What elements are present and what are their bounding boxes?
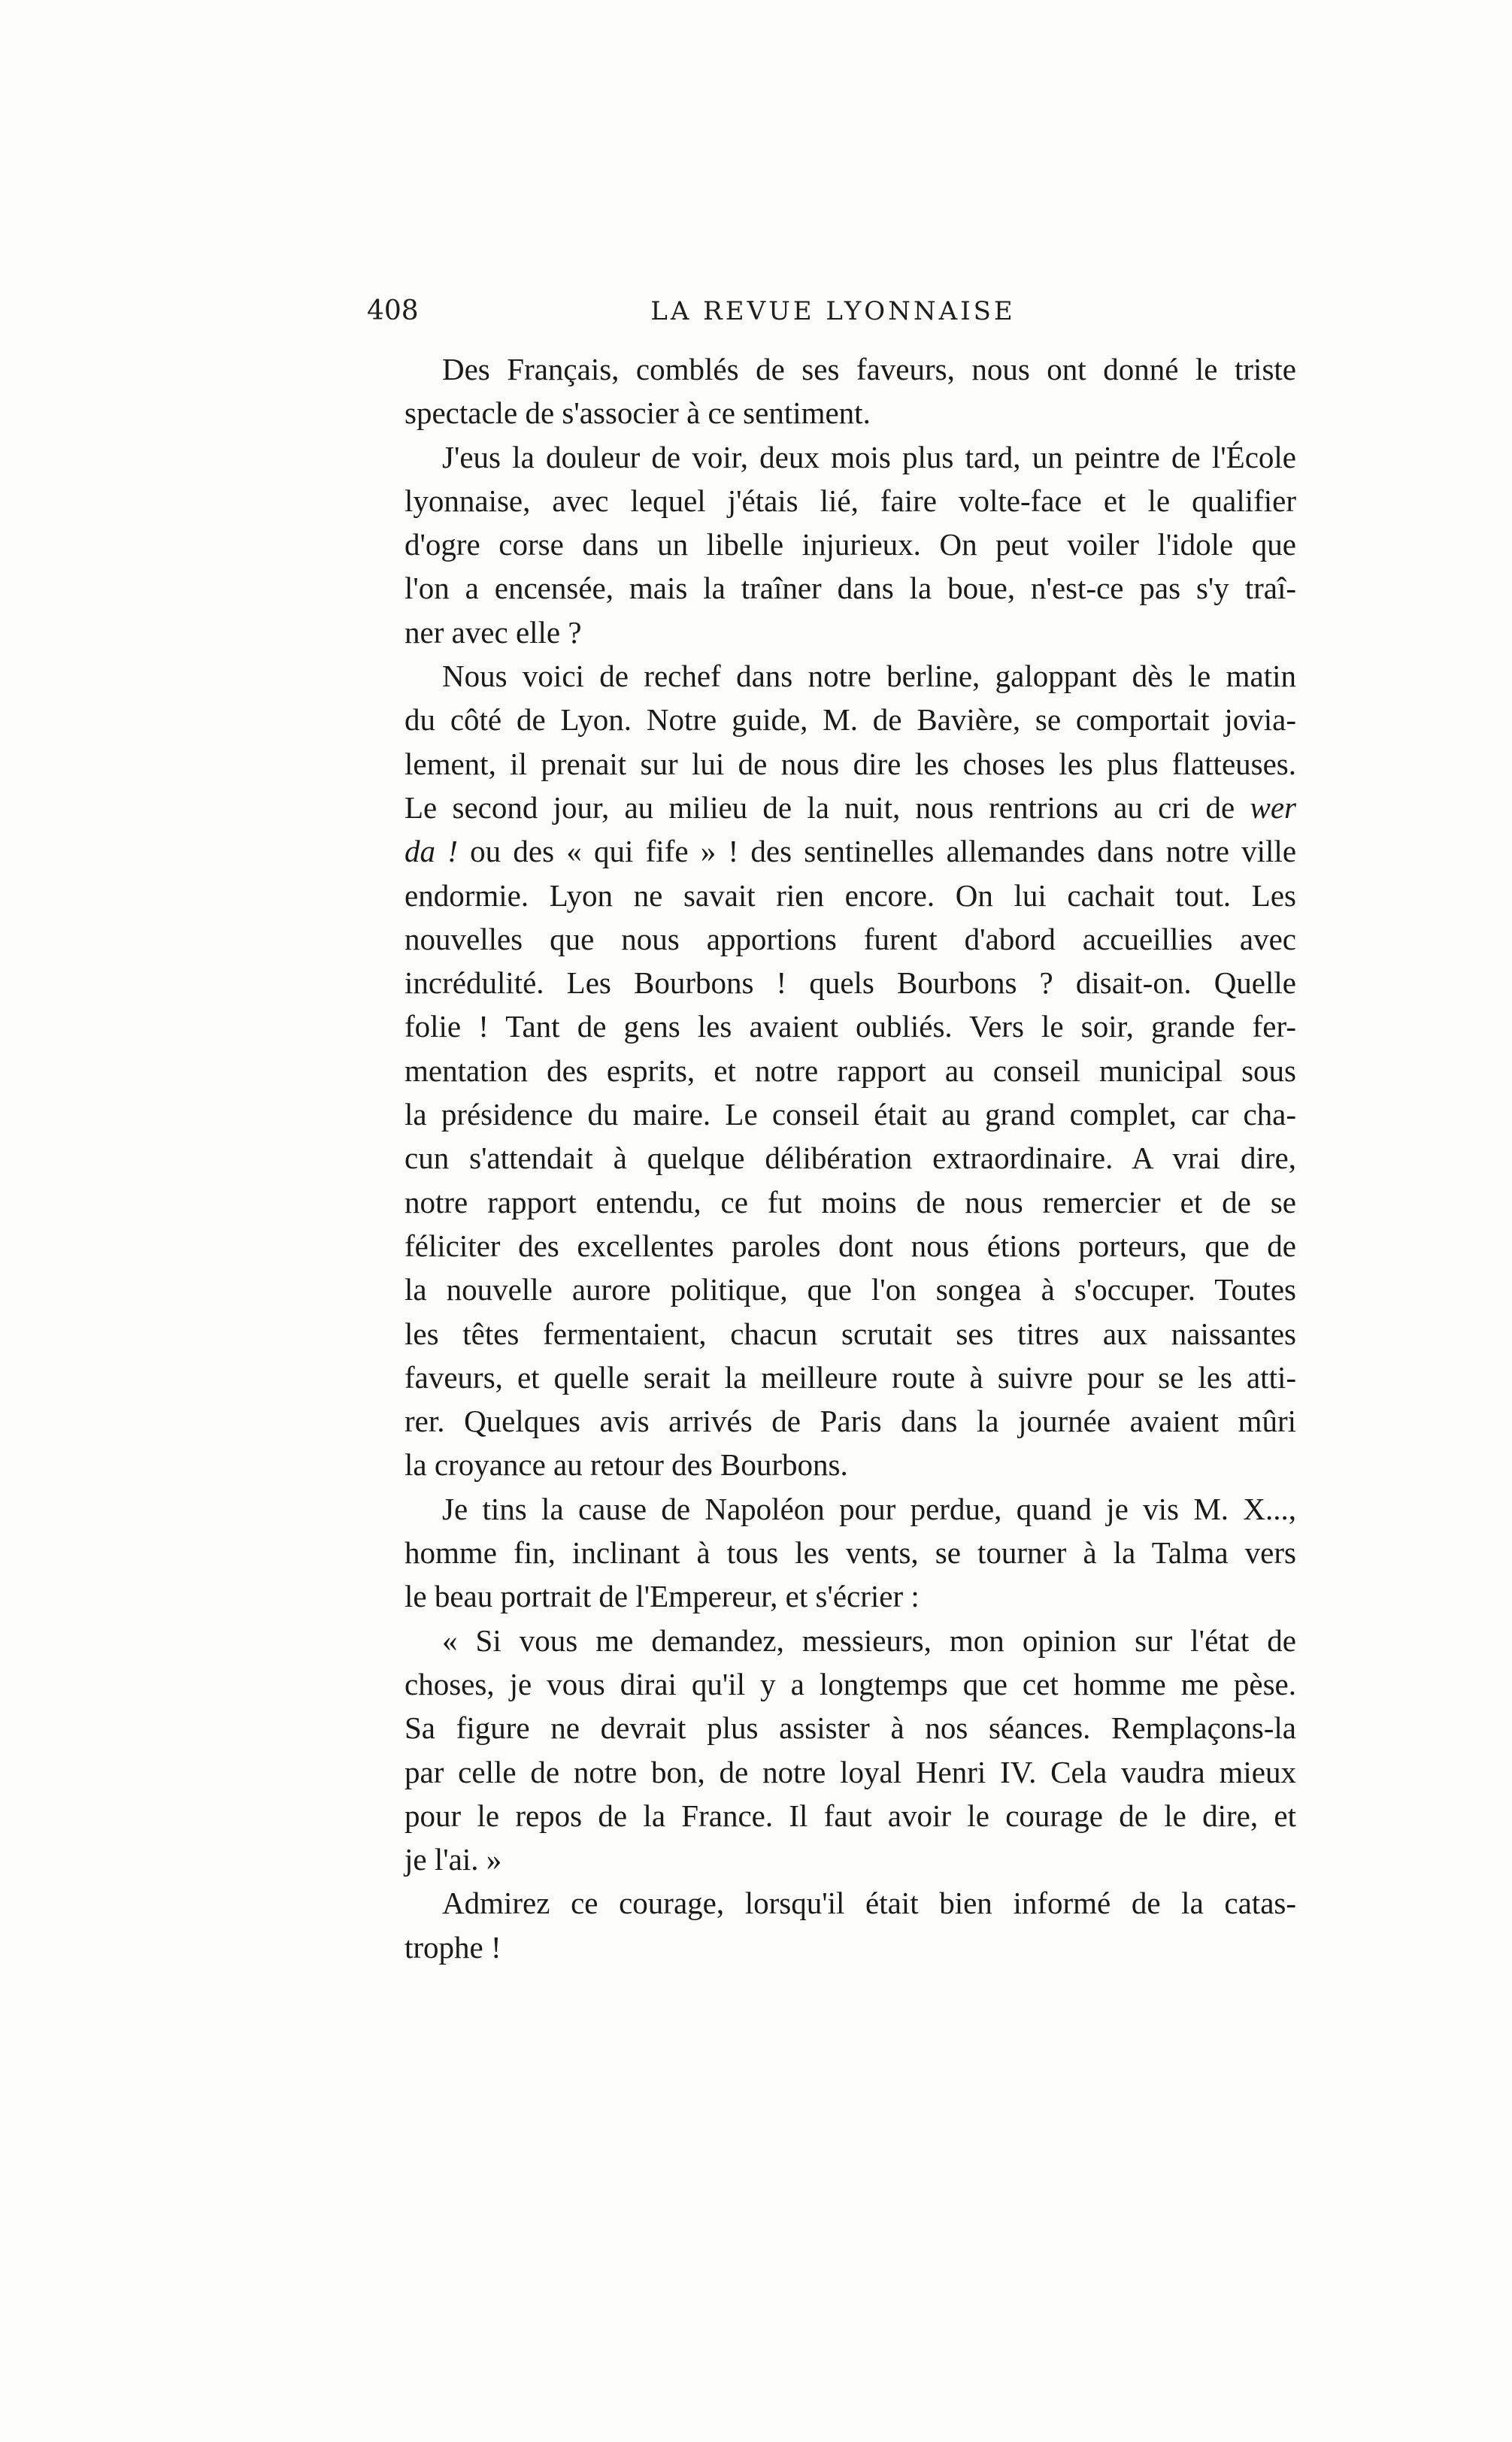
text-line: Admirez ce courage, lorsqu'il était bien informé de la catas- [442,1886,1296,1921]
text-line: incrédulité. Les Bourbons ! quels Bourbons ? disait-on. Quelle [405,965,1296,1001]
italic-word: da ! [405,834,458,869]
paragraph-2 [367,435,1296,654]
text-line: Nous voici de rechef dans notre berline, galoppant dès le matin [442,659,1296,694]
text-line: le beau portrait de l'Empereur, et s'écrier : [405,1579,920,1614]
text-line: endormie. Lyon ne savait rien encore. On lui cachait tout. Les [405,877,1296,913]
paragraph-3 [367,654,1296,1487]
text-line: par celle de notre bon, de notre loyal Henri IV. Cela vaudra mieux [405,1754,1296,1789]
text-fragment: Le second jour, au milieu de la nuit, nous rentrions au cri de [405,789,1235,825]
text-line: Des Français, comblés de ses faveurs, nous ont donné le triste [442,352,1296,386]
text-line: lyonnaise, avec lequel j'étais lié, faire volte-face et le qualifier [405,483,1296,518]
text-line: la nouvelle aurore politique, que l'on songea à s'occuper. Toutes [405,1272,1296,1307]
text-line: les têtes fermentaient, chacun scrutait ses titres aux naissantes [405,1316,1296,1351]
text-line: Je tins la cause de Napoléon pour perdue, quand je vis M. X..., [442,1491,1296,1526]
text-line: J'eus la douleur de voir, deux mois plus tard, un peintre de l'École [442,439,1296,474]
text-line: du côté de Lyon. Notre guide, M. de Bavière, se comportait jovia- [405,702,1296,738]
text-line: je l'ai. » [405,1842,502,1877]
text-line: l'on a encensée, mais la traîner dans la boue, n'est-ce pas s'y traî- [405,571,1296,606]
text-line: folie ! Tant de gens les avaient oubliés. Vers le soir, grande fer- [405,1009,1296,1044]
text-line [367,829,1296,873]
text-line: la croyance au retour des Bourbons. [405,1447,848,1483]
page-header [367,289,1299,334]
paragraph-1 [367,347,1296,435]
text-line: Sa figure ne devrait plus assister à nos séances. Remplaçons-la [405,1710,1296,1746]
text-line: homme fin, inclinant à tous les vents, se tourner à la Talma vers [405,1535,1296,1571]
text-line: faveurs, et quelle serait la meilleure route à suivre pour se les atti- [405,1359,1296,1395]
text-line: lement, il prenait sur lui de nous dire les choses les plus flatteuses. [405,746,1296,781]
text-line: cun s'attendait à quelque délibération extraordinaire. A vrai dire, [405,1141,1296,1176]
text-line: rer. Quelques avis arrivés de Paris dans la journée avaient mûri [405,1404,1296,1439]
paragraph-5 [367,1619,1296,1882]
text-line: nouvelles que nous apportions furent d'abord accueillies avec [405,921,1296,956]
text-line: d'ogre corse dans un libelle injurieux. On peut voiler l'idole que [405,527,1296,562]
body-text [367,347,1296,1969]
text-line: ner avec elle ? [405,614,582,650]
running-title: LA REVUE LYONNAISE [650,296,1016,326]
paragraph-6 [367,1881,1296,1969]
text-line: féliciter des excellentes paroles dont nous étions porteurs, que de [405,1228,1296,1263]
italic-word: wer [1250,789,1296,825]
text-line: la présidence du maire. Le conseil était au grand complet, car cha- [405,1097,1296,1132]
text-line: notre rapport entendu, ce fut moins de nous remercier et de se [405,1184,1296,1219]
text-line [367,786,1296,829]
text-fragment: ou des « qui fife » ! des sentinelles allemandes dans notre ville [470,834,1297,869]
text-line: mentation des esprits, et notre rapport au conseil municipal sous [405,1053,1296,1088]
page-number: 408 [367,295,419,326]
text-line: choses, je vous dirai qu'il y a longtemps que cet homme me pèse. [405,1666,1296,1701]
text-line: trophe ! [405,1929,501,1965]
text-line: « Si vous me demandez, messieurs, mon opinion sur l'état de [442,1622,1296,1658]
text-line: pour le repos de la France. Il faut avoir le courage de le dire, et [405,1798,1296,1833]
paragraph-4 [367,1487,1296,1619]
text-line: spectacle de s'associer à ce sentiment. [405,395,871,431]
